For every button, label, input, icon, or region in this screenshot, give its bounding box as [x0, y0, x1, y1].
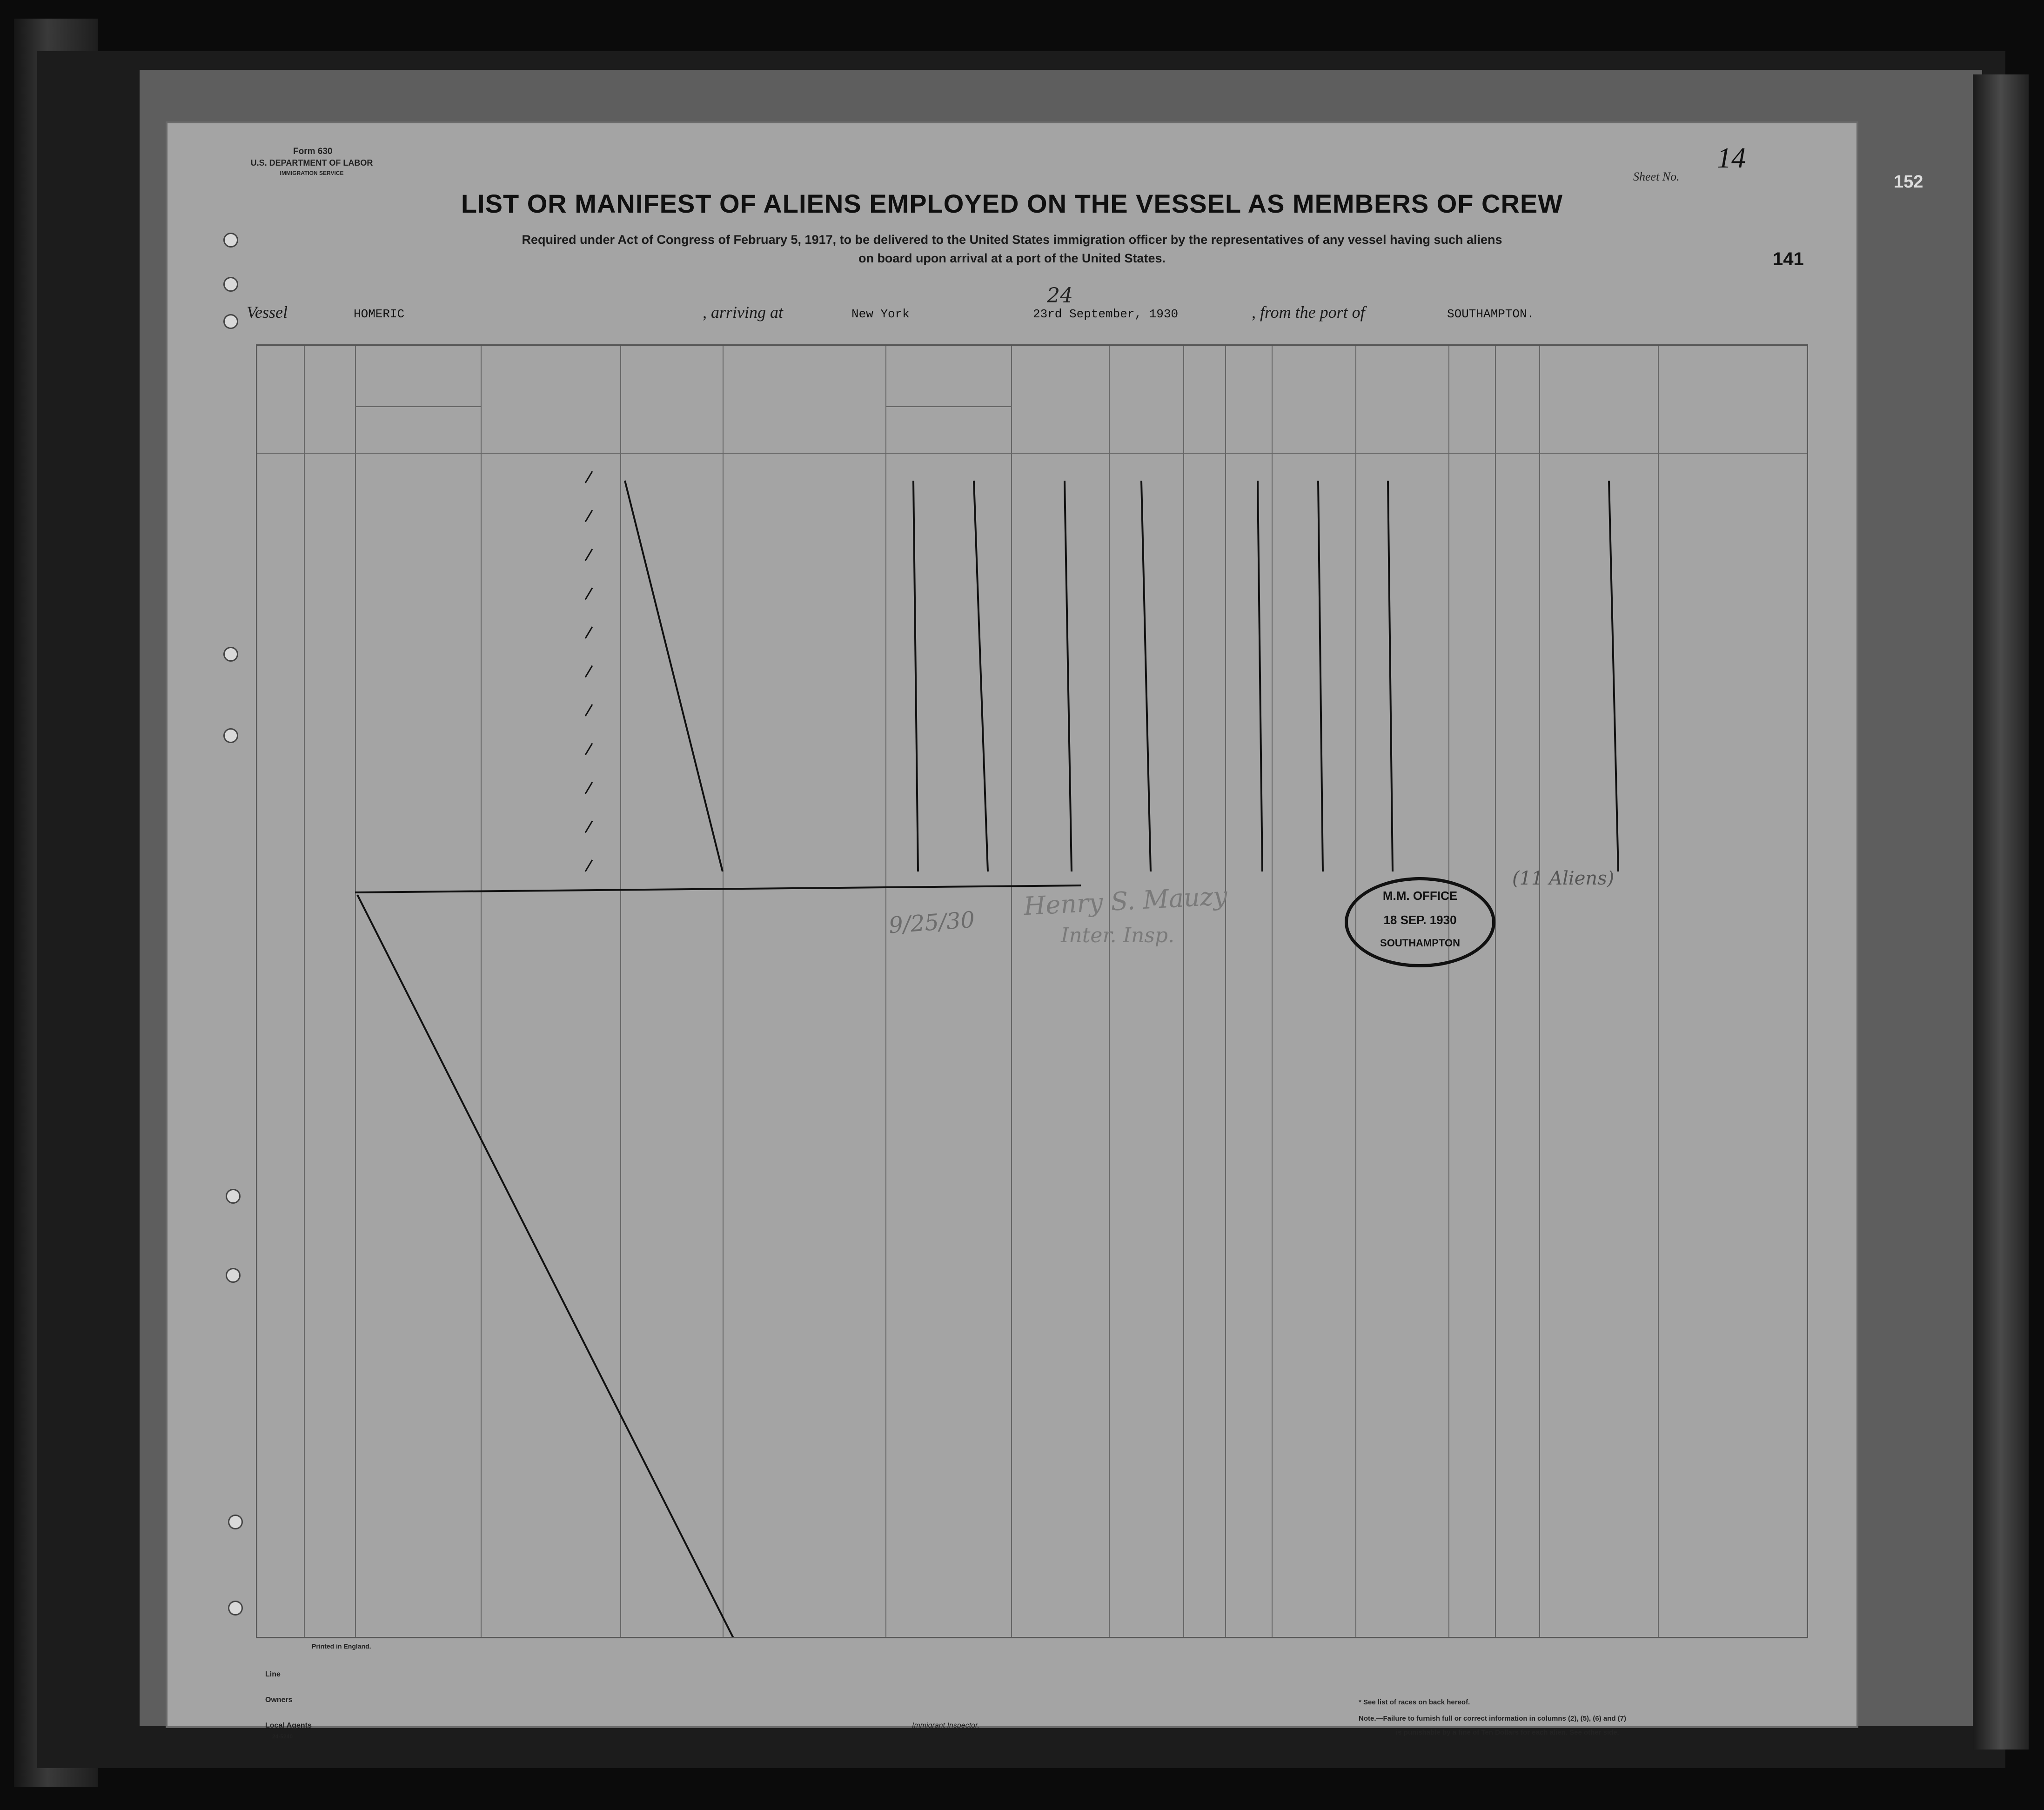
check-mark [585, 860, 592, 871]
punch-hole [223, 277, 238, 292]
inspector-label: Immigrant Inspector. [912, 1722, 980, 1730]
departure-port: SOUTHAMPTON. [1447, 307, 1535, 321]
service-name: IMMIGRATION SERVICE [280, 170, 344, 176]
ditto-stroke [1141, 481, 1151, 871]
stamp-place: SOUTHAMPTON [1380, 937, 1460, 949]
ditto-stroke [1318, 481, 1323, 871]
end-of-list-rule [355, 885, 1081, 892]
punch-hole [223, 233, 238, 248]
race-note: * See list of races on back hereof. [1359, 1698, 1470, 1706]
punch-hole [223, 647, 238, 662]
check-mark [585, 471, 592, 483]
arrival-date: 23rd September, 1930 [1033, 307, 1179, 321]
corner-page-number: 152 [1894, 172, 1923, 192]
inspector-title: Inter. Insp. [1061, 924, 1175, 947]
punch-hole [228, 1601, 243, 1616]
manifest-title: LIST OR MANIFEST OF ALIENS EMPLOYED ON THE VESSEL AS MEMBERS OF CREW [461, 189, 1563, 218]
printed-note: Printed in England. [312, 1642, 371, 1650]
manifest-subtitle-2: on board upon arrival at a port of the United States. [858, 251, 1166, 265]
sheet-number: 14 [1717, 142, 1746, 174]
ditto-stroke [1388, 481, 1393, 871]
inspection-date: 9/25/30 [888, 906, 976, 939]
ditto-stroke [1609, 481, 1618, 871]
crew-table [256, 344, 1808, 1638]
office-stamp [1345, 877, 1495, 967]
page-number: 141 [1773, 249, 1804, 269]
binder-edge-right [1973, 74, 2029, 1750]
check-mark [585, 782, 592, 794]
punch-hole [228, 1515, 243, 1529]
check-mark [585, 704, 592, 716]
punch-hole [226, 1189, 241, 1204]
stamp-date: 18 SEP. 1930 [1383, 913, 1457, 927]
alien-count-note: (11 Aliens) [1512, 868, 1615, 889]
check-mark [585, 821, 592, 833]
inspector-signature: Henry S. Mauzy [1023, 881, 1228, 921]
date-correction: 24 [1047, 284, 1073, 308]
check-mark [585, 588, 592, 600]
agents-label: Local Agents [265, 1722, 312, 1730]
form-code: 24-5240 [272, 1733, 293, 1740]
ditto-stroke [913, 481, 918, 871]
check-mark [585, 510, 592, 522]
ditto-stroke [974, 481, 988, 871]
manifest-subtitle-1: Required under Act of Congress of February 5, 1917, to be delivered to the United States immigration officer by the representatives of any vessel having such aliens [522, 233, 1502, 247]
sheet-label: Sheet No. [1633, 170, 1680, 183]
vessel-name: HOMERIC [354, 307, 405, 321]
penalty-note-2: is punishable by a fine of Ten Dollars for each alien. See other side. [1396, 1729, 1619, 1736]
ditto-stroke [1258, 481, 1262, 871]
check-mark [585, 627, 592, 638]
check-mark [585, 744, 592, 755]
department-name: U.S. DEPARTMENT OF LABOR [250, 158, 373, 168]
cancel-strokes [257, 346, 1807, 1637]
stamp-office: M.M. OFFICE [1382, 889, 1458, 903]
ditto-stroke [1065, 481, 1072, 871]
line-label: Line [265, 1670, 281, 1678]
manifest-page [168, 123, 1856, 1740]
punch-hole [223, 728, 238, 743]
form-number: Form 630 [293, 147, 333, 156]
punch-hole [223, 314, 238, 329]
vessel-label: Vessel [247, 303, 288, 322]
owners-label: Owners [265, 1696, 293, 1704]
arriving-label: , arriving at [703, 303, 784, 322]
from-port-label: , from the port of [1252, 303, 1365, 322]
check-mark [585, 549, 592, 561]
punch-hole [226, 1268, 241, 1283]
diagonal-cancel-line [357, 895, 753, 1637]
arrival-port: New York [851, 307, 910, 321]
ditto-stroke [625, 481, 723, 871]
penalty-note-1: Note.—Failure to furnish full or correct information in columns (2), (5), (6) and (7) [1359, 1715, 1627, 1723]
check-mark [585, 666, 592, 677]
